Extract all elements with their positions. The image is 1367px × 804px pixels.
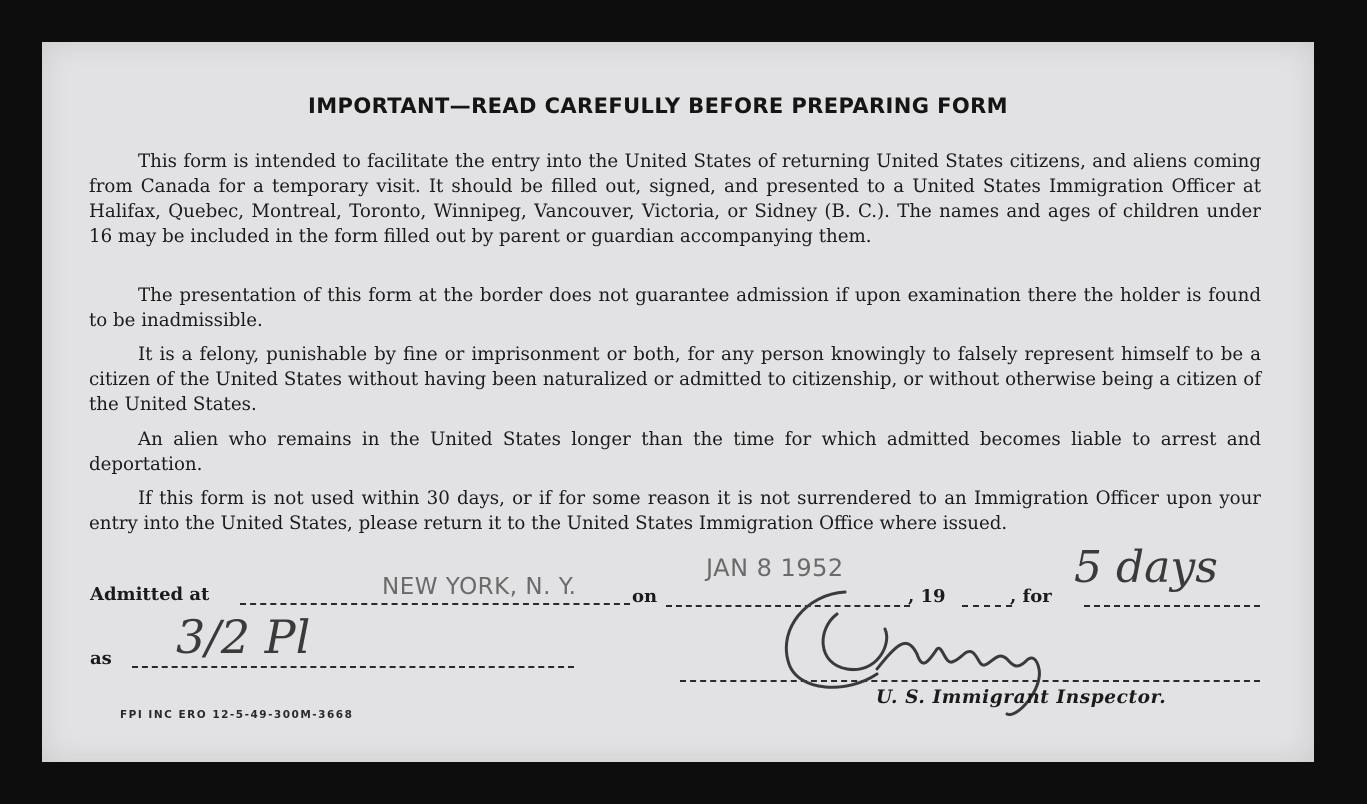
date-stamp: JAN 8 1952 xyxy=(706,554,844,582)
inspector-title: U. S. Immigrant Inspector. xyxy=(876,687,1167,708)
as-label: as xyxy=(90,648,112,669)
port-stamp: NEW YORK, N. Y. xyxy=(382,574,577,600)
felony-paragraph: It is a felony, punishable by fine or imprisonment or both, for any person knowingly to falsely represent himself to be a citizen of the United States without having been naturalized or admitted to citizenship, or without otherwise being a citizen of the United States. xyxy=(89,344,1261,415)
form-heading: IMPORTANT—READ CAREFULLY BEFORE PREPARING FORM xyxy=(308,94,1008,118)
entry-form-card xyxy=(42,42,1314,762)
for-label: , for xyxy=(1010,586,1052,607)
port-field-line xyxy=(240,603,630,605)
on-label: on xyxy=(632,586,658,607)
duration-handwriting: 5 days xyxy=(1074,542,1218,593)
admission-paragraph: The presentation of this form at the border does not guarantee admission if upon examination there the holder is found to be inadmissible. xyxy=(89,285,1261,331)
duration-field-line xyxy=(1084,605,1260,607)
deportation-paragraph: An alien who remains in the United States longer than the time for which admitted becomes liable to arrest and deportation. xyxy=(89,429,1261,475)
class-handwriting: 3/2 Pl xyxy=(176,610,311,664)
instruction-paragraph: This form is intended to facilitate the entry into the United States of returning United States citizens, and aliens coming from Canada for a temporary visit. It should be filled out, signed, and presented to a United States Immigration Officer at Halifax, Quebec, Montreal, Toronto, Winnipeg, Vancouver, Victoria, or Sidney (B. C.). The names and ages of children under 16 may be included in the form filled out by parent or guardian accompanying them. xyxy=(89,151,1261,247)
return-paragraph: If this form is not used within 30 days, or if for some reason it is not surrendered to an Immigration Officer upon your entry into the United States, please return it to the United States Immigration Office where issued. xyxy=(89,488,1261,534)
year-label: , 19 xyxy=(908,586,946,607)
printer-code: FPI INC ERO 12-5-49-300M-3668 xyxy=(120,709,354,721)
class-field-line xyxy=(132,666,574,668)
admitted-at-label: Admitted at xyxy=(90,584,210,605)
